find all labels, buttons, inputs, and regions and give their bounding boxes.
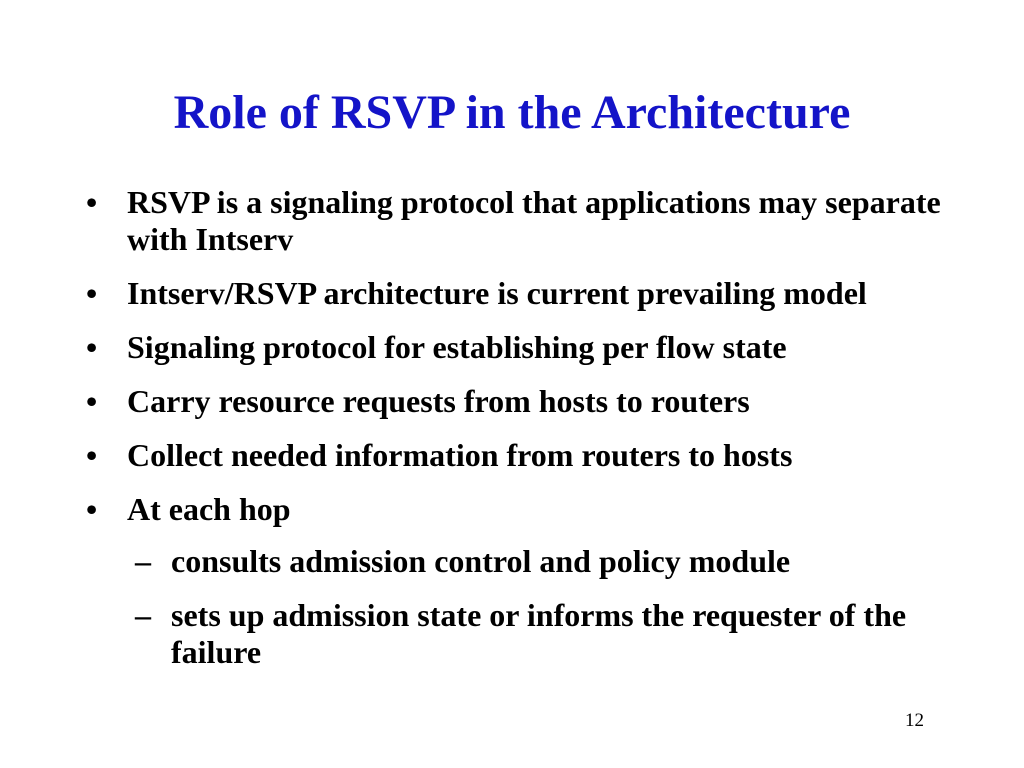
sub-bullet-item [127,543,1002,580]
bullet-item [82,329,1002,366]
dash-glyph: – [135,597,151,633]
bullet-text: RSVP is a signaling protocol that applications may separate with Intserv [127,184,941,257]
bullet-glyph: • [86,329,98,365]
bullet-glyph: • [86,437,98,473]
sub-bullet-text: consults admission control and policy module [171,543,791,579]
page-number: 12 [905,710,924,731]
bullet-list [82,184,1002,688]
sub-bullet-item [127,597,1002,671]
bullet-glyph: • [86,184,98,220]
bullet-item [82,275,1002,312]
bullet-glyph: • [86,383,98,419]
bullet-text: Signaling protocol for establishing per flow state [127,329,787,365]
bullet-item [82,184,1002,258]
bullet-glyph: • [86,275,98,311]
bullet-text: Carry resource requests from hosts to routers [127,383,750,419]
sub-bullet-text: sets up admission state or informs the requester of the failure [171,597,907,670]
bullet-item [82,383,1002,420]
bullet-item [82,437,1002,474]
dash-glyph: – [135,543,151,579]
bullet-text: Intserv/RSVP architecture is current prevailing model [127,275,867,311]
bullet-item [82,491,1002,671]
bullet-text: At each hop [127,491,291,527]
bullet-glyph: • [86,491,98,527]
sub-bullet-list [127,543,1002,671]
bullet-text: Collect needed information from routers to hosts [127,437,793,473]
slide-title: Role of RSVP in the Architecture [173,86,851,139]
